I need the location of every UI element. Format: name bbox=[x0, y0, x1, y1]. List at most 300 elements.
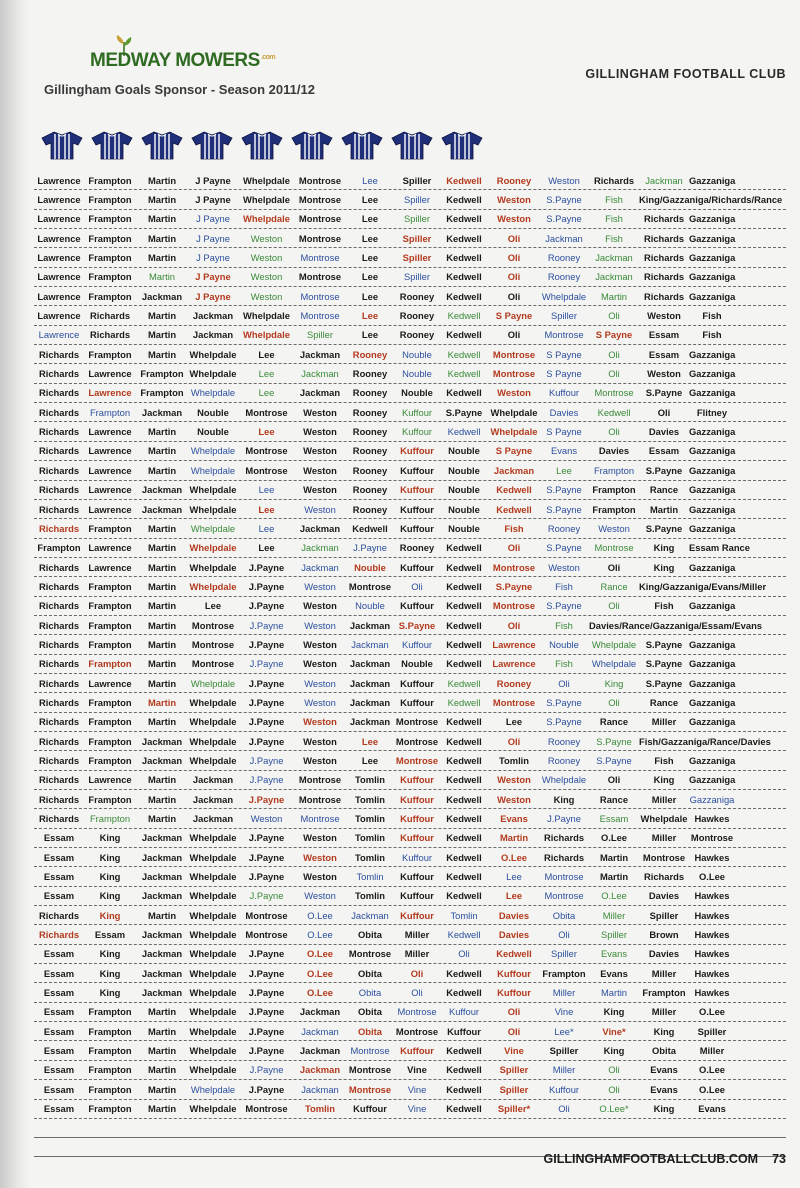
player-cell: Nouble bbox=[448, 445, 480, 457]
player-cell: Nouble bbox=[197, 426, 229, 438]
sponsor-logo bbox=[90, 50, 275, 72]
player-cell: Weston bbox=[497, 387, 531, 399]
player-cell: Spiller bbox=[697, 1025, 727, 1037]
player-cell: Gazzaniga bbox=[689, 271, 736, 283]
table-row bbox=[34, 384, 786, 403]
player-cell: Kedwell bbox=[446, 387, 482, 399]
player-cell: Kuffour bbox=[400, 890, 434, 902]
player-cell: Whelpdale bbox=[243, 194, 290, 206]
player-cell: S Payne bbox=[546, 426, 582, 438]
player-cell: J Payne bbox=[195, 271, 231, 283]
player-cell: Oli bbox=[608, 600, 620, 612]
player-cell: Frampton bbox=[88, 252, 132, 264]
player-cell: King bbox=[653, 774, 675, 786]
player-cell: Whelpdale bbox=[190, 1083, 236, 1095]
player-cell: Essam bbox=[43, 832, 75, 844]
player-cell: Oli bbox=[410, 967, 424, 979]
player-cell: Oli bbox=[608, 696, 620, 708]
player-cell: Martin bbox=[599, 871, 629, 883]
player-cell: Rooney bbox=[399, 290, 435, 302]
player-cell: S.Payne bbox=[546, 194, 582, 206]
player-cell: Evans bbox=[600, 967, 628, 979]
player-cell: Whelpdale bbox=[190, 387, 236, 399]
player-cell: Weston bbox=[303, 638, 337, 650]
player-cell: S.Payne bbox=[546, 600, 582, 612]
player-cell: Lee bbox=[361, 310, 379, 322]
player-cell: Whelpdale bbox=[189, 967, 237, 979]
player-cell: Kedwell bbox=[446, 1045, 482, 1057]
player-cell: Frampton bbox=[542, 967, 586, 979]
shirt-icon bbox=[90, 130, 134, 160]
player-cell: Jackman bbox=[595, 271, 633, 283]
player-cell: Oli bbox=[458, 948, 470, 960]
player-cell: Montrose bbox=[690, 832, 734, 844]
player-cell: S.Payne bbox=[596, 735, 632, 747]
player-cell: Lawrence bbox=[37, 252, 81, 264]
table-row bbox=[34, 190, 786, 209]
player-cell: Rooney bbox=[547, 735, 581, 747]
table-row bbox=[34, 713, 786, 732]
player-cell: S.Payne bbox=[596, 754, 632, 766]
player-cell: Richards bbox=[38, 813, 80, 825]
player-cell: Richards bbox=[38, 426, 80, 438]
player-cell: Spiller bbox=[402, 174, 432, 186]
player-cell: Whelpdale bbox=[189, 754, 237, 766]
player-cell: Richards bbox=[38, 735, 80, 747]
player-cell: Montrose bbox=[350, 1045, 390, 1057]
player-cell: Tomlin bbox=[304, 1103, 336, 1115]
player-cell: Spiller bbox=[402, 252, 432, 264]
player-cell: Fish bbox=[555, 619, 573, 631]
player-cell: Lawrence bbox=[37, 174, 81, 186]
player-cell: Kedwell bbox=[446, 542, 482, 554]
player-cell: J.Payne bbox=[248, 735, 285, 747]
player-cell: Rooney bbox=[352, 348, 388, 360]
player-cell: Weston bbox=[598, 522, 630, 534]
table-row bbox=[34, 732, 786, 751]
player-cell: Whelpdale bbox=[243, 329, 290, 341]
player-cell: Frampton bbox=[642, 987, 686, 999]
player-cell: Frampton bbox=[89, 813, 131, 825]
player-cell: Whelpdale bbox=[189, 948, 237, 960]
table-row bbox=[34, 306, 786, 325]
player-cell: Kuffour bbox=[400, 813, 434, 825]
player-cell: Essam bbox=[43, 967, 75, 979]
player-cell: Montrose bbox=[544, 329, 584, 341]
player-cell: Whelpdale bbox=[189, 735, 237, 747]
player-cell: Martin bbox=[147, 1083, 177, 1095]
player-cell: Hawkes bbox=[694, 987, 730, 999]
player-cell: O.Lee bbox=[500, 851, 528, 863]
player-cell: Rooney bbox=[352, 368, 388, 380]
player-cell: Jackman bbox=[141, 871, 183, 883]
player-cell: Montrose bbox=[395, 1025, 439, 1037]
player-cell: Frampton bbox=[88, 619, 132, 631]
player-cell: Davies bbox=[648, 426, 680, 438]
player-cell: S.Payne bbox=[398, 619, 436, 631]
player-cell: Frampton bbox=[88, 735, 132, 747]
player-cell: Lawrence bbox=[88, 464, 132, 476]
player-cell: Montrose bbox=[492, 600, 536, 612]
player-cell: Evans bbox=[600, 948, 628, 960]
footer-site: GILLINGHAMFOOTBALLCLUB.COM bbox=[543, 1152, 759, 1166]
player-cell: Essam bbox=[43, 1045, 75, 1057]
player-cell: Jackman bbox=[299, 522, 341, 534]
player-cell: Kuffour bbox=[400, 677, 434, 689]
shirt-icon bbox=[240, 130, 284, 160]
player-cell: Richards bbox=[643, 271, 685, 283]
player-cell: Miller bbox=[651, 1006, 677, 1018]
player-cell: S.Payne bbox=[645, 638, 683, 650]
player-cell: Montrose bbox=[348, 580, 392, 592]
player-cell: Montrose bbox=[544, 890, 584, 902]
player-cell: Kuffour bbox=[401, 406, 433, 418]
player-cell: Montrose bbox=[191, 658, 235, 670]
player-cell: Gazzaniga bbox=[689, 561, 736, 573]
player-cell: Fish bbox=[605, 213, 623, 225]
player-cell: Essam bbox=[648, 348, 680, 360]
player-cell: Montrose bbox=[298, 174, 342, 186]
player-cell: J.Payne bbox=[248, 638, 285, 650]
player-cell: Nouble bbox=[401, 658, 433, 670]
player-cell: Weston bbox=[497, 774, 531, 786]
blank-row bbox=[34, 1119, 786, 1138]
player-cell: Montrose bbox=[492, 561, 536, 573]
player-cell: Frampton bbox=[88, 194, 132, 206]
player-cell: Kedwell bbox=[447, 929, 481, 941]
player-cell: Tomlin bbox=[354, 890, 386, 902]
player-cell: Martin bbox=[147, 716, 177, 728]
player-cell: King bbox=[604, 677, 624, 689]
player-cell: Gazzaniga bbox=[689, 445, 736, 457]
player-cell: Lawrence bbox=[88, 503, 132, 515]
player-cell: Frampton bbox=[37, 542, 81, 554]
player-cell: Lee bbox=[361, 290, 379, 302]
player-cell: Whelpdale bbox=[189, 580, 237, 592]
player-cell: O.Lee* bbox=[599, 1103, 629, 1115]
player-cell: Jackman bbox=[192, 329, 234, 341]
player-cell: Gazzaniga bbox=[689, 716, 736, 728]
player-cell: Vine bbox=[504, 1045, 524, 1057]
player-cell: J.Payne bbox=[249, 774, 284, 786]
player-cell: Oli bbox=[507, 619, 521, 631]
player-cell: Fish bbox=[555, 658, 573, 670]
player-cell: Oli bbox=[507, 1025, 521, 1037]
player-cell: O.Lee bbox=[307, 929, 333, 941]
player-cell: Whelpdale bbox=[190, 677, 236, 689]
player-cell: Weston bbox=[647, 368, 681, 380]
player-cell: Rooney bbox=[352, 503, 388, 515]
player-cell: Kedwell bbox=[446, 1064, 482, 1076]
player-cell: Jackman bbox=[299, 1006, 341, 1018]
player-cell: Spiller bbox=[306, 329, 334, 341]
player-cell: Kedwell bbox=[446, 638, 482, 650]
player-cell: Martin bbox=[147, 1025, 177, 1037]
player-cell: Montrose bbox=[397, 1006, 437, 1018]
shirt-icon bbox=[290, 130, 334, 160]
player-cell: Montrose bbox=[300, 813, 340, 825]
player-cell: Richards bbox=[38, 580, 80, 592]
player-cell: Richards bbox=[38, 677, 80, 689]
player-cell: Lee bbox=[258, 348, 275, 360]
player-cell: Jackman bbox=[351, 638, 389, 650]
player-cell: Vine bbox=[407, 1103, 427, 1115]
player-cell: Jackman bbox=[192, 310, 234, 322]
player-cell: Kedwell bbox=[446, 213, 482, 225]
player-cell: Gazzaniga bbox=[689, 503, 736, 515]
player-cell: Montrose bbox=[245, 464, 288, 476]
lineups-table bbox=[34, 171, 786, 1157]
player-cell: Lawrence bbox=[492, 638, 536, 650]
player-cell: Oli bbox=[558, 677, 570, 689]
player-cell: Obita bbox=[552, 909, 576, 921]
player-cell: Frampton bbox=[592, 503, 636, 515]
player-cell: J Payne bbox=[195, 174, 231, 186]
player-cell: Miller bbox=[552, 987, 576, 999]
player-cell: Gazzaniga bbox=[689, 387, 736, 399]
player-cell: Jackman bbox=[141, 832, 183, 844]
player-cell: Frampton bbox=[88, 522, 132, 534]
table-row bbox=[34, 983, 786, 1002]
player-cell: Martin bbox=[147, 522, 177, 534]
player-cell: Rooney bbox=[352, 484, 388, 496]
player-cell: Essam bbox=[43, 948, 75, 960]
player-cell: Martin bbox=[649, 503, 679, 515]
player-cell: Rooney bbox=[547, 754, 581, 766]
player-cell: S.Payne bbox=[546, 696, 582, 708]
player-cell: Miller bbox=[404, 929, 430, 941]
player-cell: Spiller bbox=[550, 310, 578, 322]
player-cell: S.Payne bbox=[546, 503, 582, 515]
player-cell: Lawrence bbox=[492, 658, 536, 670]
player-cell: Kedwell bbox=[446, 252, 482, 264]
player-cell: O.Lee bbox=[600, 832, 628, 844]
player-cell: Kedwell bbox=[446, 987, 482, 999]
player-cell: S.Payne bbox=[546, 484, 582, 496]
table-row bbox=[34, 422, 786, 441]
player-cell: Frampton bbox=[88, 638, 132, 650]
player-cell: S.Payne bbox=[495, 580, 533, 592]
table-row bbox=[34, 1041, 786, 1060]
player-cell: Frampton bbox=[88, 213, 132, 225]
table-row bbox=[34, 597, 786, 616]
table-row bbox=[34, 925, 786, 944]
player-cell: J.Payne bbox=[248, 851, 285, 863]
player-cell: Frampton bbox=[88, 271, 132, 283]
player-cell: Gazzaniga bbox=[689, 232, 736, 244]
player-cell: J.Payne bbox=[248, 1006, 285, 1018]
player-cell: Martin bbox=[147, 194, 177, 206]
player-cell: Oli bbox=[657, 406, 671, 418]
player-cell: Davies bbox=[598, 445, 630, 457]
player-cell: Flitney bbox=[696, 406, 728, 418]
player-cell: King bbox=[553, 793, 575, 805]
player-cell: Whelpdale bbox=[490, 406, 538, 418]
player-cell: Frampton bbox=[593, 464, 635, 476]
table-row bbox=[34, 481, 786, 500]
player-cell: Jackman bbox=[349, 716, 391, 728]
player-cell: Lawrence bbox=[88, 445, 132, 457]
player-cell: S Payne bbox=[546, 368, 582, 380]
player-cell: Jackman bbox=[299, 387, 341, 399]
player-cell: Frampton bbox=[88, 754, 132, 766]
player-cell: Martin bbox=[147, 1006, 177, 1018]
player-cell: Montrose bbox=[395, 716, 439, 728]
player-cell: Weston bbox=[497, 793, 531, 805]
player-cell: Weston bbox=[250, 813, 283, 825]
player-cell: King bbox=[99, 890, 121, 902]
player-cell: Oli bbox=[607, 774, 621, 786]
player-cell: Kedwell bbox=[446, 174, 482, 186]
player-cell: Oli bbox=[608, 426, 620, 438]
player-cell: Martin bbox=[147, 1064, 177, 1076]
player-cell: Whelpdale bbox=[189, 542, 237, 554]
player-cell: Lawrence bbox=[88, 542, 132, 554]
player-cell: J.Payne bbox=[248, 1083, 285, 1095]
player-cell: Martin bbox=[147, 619, 177, 631]
player-cell: Richards bbox=[38, 909, 80, 921]
player-cell: Jackman bbox=[545, 232, 583, 244]
player-cell: Tomlin bbox=[354, 774, 386, 786]
player-cell: Fish bbox=[702, 310, 722, 322]
player-cell: J.Payne bbox=[248, 793, 285, 805]
player-cell: Weston bbox=[304, 503, 336, 515]
table-row bbox=[34, 1022, 786, 1041]
player-cell: Lee bbox=[361, 754, 379, 766]
player-cell: Lee* bbox=[554, 1025, 574, 1037]
table-row bbox=[34, 655, 786, 674]
player-cell: S.Payne bbox=[546, 716, 582, 728]
player-cell: Martin bbox=[147, 445, 177, 457]
player-cell: Oli bbox=[507, 271, 521, 283]
player-cell: Lawrence bbox=[37, 232, 81, 244]
player-cell: J.Payne bbox=[248, 580, 285, 592]
table-row bbox=[34, 693, 786, 712]
table-row bbox=[34, 674, 786, 693]
player-cell: Weston bbox=[304, 890, 336, 902]
player-cell: Jackman bbox=[349, 658, 391, 670]
player-cell: Martin bbox=[147, 348, 177, 360]
player-cell: Lawrence bbox=[88, 368, 132, 380]
player-cell: Whelpdale bbox=[189, 909, 237, 921]
player-cell: J.Payne bbox=[248, 561, 285, 573]
player-cell: Whelpdale bbox=[243, 174, 290, 186]
player-cell: Weston bbox=[304, 580, 336, 592]
player-cell: Essam bbox=[599, 813, 629, 825]
player-cell: Martin bbox=[147, 813, 177, 825]
table-row bbox=[34, 500, 786, 519]
player-cell: King bbox=[653, 542, 675, 554]
player-cell: Nouble bbox=[549, 638, 579, 650]
player-cell: Richards bbox=[38, 348, 80, 360]
player-cell: Frampton bbox=[88, 174, 132, 186]
player-cell: Lawrence bbox=[37, 310, 81, 322]
player-cell: Gazzaniga bbox=[689, 426, 736, 438]
table-row bbox=[34, 171, 786, 190]
player-cell: Montrose bbox=[298, 232, 342, 244]
player-cell: Lawrence bbox=[88, 484, 132, 496]
player-cell: Kedwell bbox=[446, 561, 482, 573]
player-cell: O.Lee bbox=[698, 1064, 726, 1076]
player-cell: Miller bbox=[552, 1064, 576, 1076]
player-cell: Rance bbox=[599, 793, 629, 805]
player-cell: Montrose bbox=[492, 368, 536, 380]
table-row bbox=[34, 945, 786, 964]
player-cell: Essam bbox=[43, 987, 75, 999]
player-cell: Gazzaniga bbox=[689, 252, 736, 264]
player-cell: Kedwell bbox=[446, 871, 482, 883]
player-cell: Weston bbox=[304, 696, 336, 708]
player-cell: Fish bbox=[504, 522, 524, 534]
player-cell: Whelpdale bbox=[189, 1103, 237, 1115]
player-cell: S Payne bbox=[495, 445, 533, 457]
player-cell: Evans bbox=[550, 445, 578, 457]
logo-suffix: .com bbox=[260, 53, 276, 61]
table-row bbox=[34, 848, 786, 867]
player-cell: Montrose bbox=[298, 213, 342, 225]
player-cell: Rooney bbox=[399, 329, 435, 341]
player-cell: Kuffour bbox=[400, 871, 434, 883]
player-cell: Montrose bbox=[348, 1064, 392, 1076]
player-cell: Frampton bbox=[88, 290, 132, 302]
player-cell: Martin bbox=[147, 658, 177, 670]
player-cell: Jackman bbox=[493, 464, 535, 476]
player-cell: Kuffour bbox=[400, 464, 434, 476]
player-cell: Whelpdale bbox=[189, 890, 237, 902]
player-cell: Jackman bbox=[141, 987, 183, 999]
player-cell: Lawrence bbox=[88, 677, 132, 689]
table-row bbox=[34, 867, 786, 886]
player-cell: Vine* bbox=[602, 1025, 626, 1037]
player-cell: Oli bbox=[411, 987, 423, 999]
player-cell: Frampton bbox=[140, 387, 184, 399]
shirt-row bbox=[40, 130, 484, 160]
player-cell: Jackman bbox=[301, 368, 339, 380]
player-cell: J Payne bbox=[195, 194, 231, 206]
player-cell: Richards bbox=[89, 329, 131, 341]
player-cell: Rooney bbox=[496, 677, 532, 689]
player-cell: Whelpdale bbox=[189, 368, 237, 380]
shirt-icon bbox=[340, 130, 384, 160]
player-cell: Whelpdale bbox=[189, 871, 237, 883]
player-cell: Montrose bbox=[298, 271, 342, 283]
player-cell: Whelpdale bbox=[640, 813, 688, 825]
table-row bbox=[34, 210, 786, 229]
player-cell: Kedwell bbox=[446, 329, 482, 341]
player-cell: Kedwell bbox=[597, 406, 631, 418]
table-row bbox=[34, 268, 786, 287]
table-row bbox=[34, 577, 786, 596]
player-cell: Weston bbox=[303, 658, 337, 670]
player-cell: Jackman bbox=[141, 406, 183, 418]
table-row bbox=[34, 790, 786, 809]
player-cell: Martin bbox=[600, 290, 628, 302]
player-cell: Montrose bbox=[395, 754, 439, 766]
player-cell: Gazzaniga bbox=[689, 174, 736, 186]
player-cell: J.Payne bbox=[248, 987, 285, 999]
player-cell: Jackman bbox=[141, 890, 183, 902]
player-cell: Lee bbox=[258, 503, 275, 515]
player-cell: Hawkes bbox=[694, 890, 730, 902]
player-cell: Jackman bbox=[141, 929, 183, 941]
player-cell: Nouble bbox=[197, 406, 229, 418]
player-cell: Gazzaniga bbox=[689, 696, 736, 708]
player-cell: Kedwell bbox=[446, 271, 482, 283]
player-cell: Lee bbox=[258, 484, 275, 496]
player-cell: Rooney bbox=[399, 542, 435, 554]
player-cell: Richards bbox=[543, 851, 585, 863]
player-cell: Tomlin bbox=[354, 813, 386, 825]
